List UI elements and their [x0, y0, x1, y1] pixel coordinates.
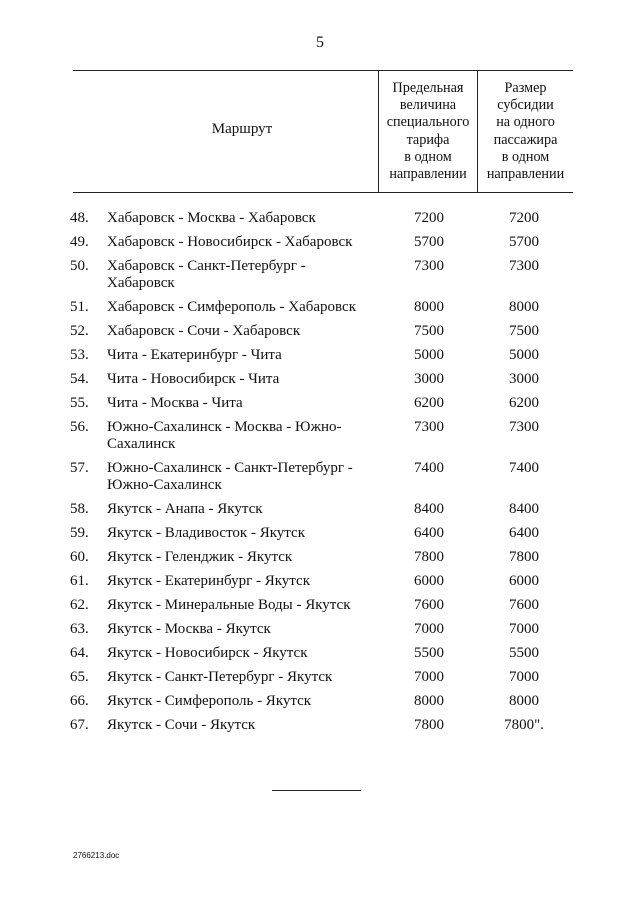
subsidy-value: 5000	[509, 347, 539, 363]
subsidy-value: 7300	[509, 419, 539, 435]
route-name	[107, 371, 377, 388]
subsidy-value: 8400	[509, 501, 539, 517]
route-name	[107, 210, 377, 227]
subsidy-value: 3000	[509, 371, 539, 387]
route-line: Якутск - Анапа - Якутск	[107, 501, 263, 517]
tariff-value: 7000	[414, 669, 444, 685]
tariff-value: 8400	[414, 501, 444, 517]
row-number: 48.	[70, 210, 89, 226]
header-subsidy	[478, 80, 573, 183]
tariff-value: 8000	[414, 299, 444, 315]
row-number: 61.	[70, 573, 89, 589]
route-line: Южно-Сахалинск - Москва - Южно-	[107, 419, 342, 435]
tariff-value: 7400	[414, 460, 444, 476]
route-line: Якутск - Москва - Якутск	[107, 621, 271, 637]
route-name	[107, 549, 377, 566]
route-line: Якутск - Симферополь - Якутск	[107, 693, 312, 709]
subsidy-value: 7200	[509, 210, 539, 226]
row-number: 53.	[70, 347, 89, 363]
row-number: 50.	[70, 258, 89, 274]
header-tariff-line: величина	[399, 97, 457, 114]
tariff-value: 7000	[414, 621, 444, 637]
doc-id: 2766213.doc	[73, 851, 120, 860]
route-name	[107, 323, 377, 340]
route-name	[107, 573, 377, 590]
tariff-value: 6200	[414, 395, 444, 411]
route-name	[107, 693, 377, 710]
header-tariff	[379, 80, 477, 183]
page-number: 5	[316, 34, 324, 51]
tariff-value: 7300	[414, 258, 444, 274]
route-name	[107, 669, 377, 686]
subsidy-value: 5500	[509, 645, 539, 661]
tariff-value: 7200	[414, 210, 444, 226]
route-name	[107, 717, 377, 734]
route-line: Хабаровск - Симферополь - Хабаровск	[107, 299, 356, 315]
subsidy-value: 6200	[509, 395, 539, 411]
header-subsidy-line: на одного	[496, 114, 555, 131]
route-name	[107, 258, 377, 292]
route-name	[107, 525, 377, 542]
tariff-value: 7800	[414, 549, 444, 565]
subsidy-value: 6400	[509, 525, 539, 541]
row-number: 49.	[70, 234, 89, 250]
route-line: Якутск - Сочи - Якутск	[107, 717, 256, 733]
row-number: 59.	[70, 525, 89, 541]
row-number: 67.	[70, 717, 89, 733]
route-name	[107, 460, 377, 494]
header-tariff-line: Предельная	[392, 80, 464, 96]
subsidy-value: 7800".	[504, 717, 544, 733]
subsidy-value: 7600	[509, 597, 539, 613]
header-tariff-line: в одном	[404, 148, 452, 165]
subsidy-value: 7000	[509, 621, 539, 637]
route-line: Якутск - Минеральные Воды - Якутск	[107, 597, 351, 613]
route-line: Чита - Екатеринбург - Чита	[107, 347, 282, 363]
table-top-rule	[73, 70, 573, 71]
route-line: Чита - Москва - Чита	[107, 395, 243, 411]
subsidy-value: 6000	[509, 573, 539, 589]
route-line: Хабаровск - Москва - Хабаровск	[107, 210, 316, 226]
row-number: 62.	[70, 597, 89, 613]
row-number: 52.	[70, 323, 89, 339]
row-number: 66.	[70, 693, 89, 709]
route-line: Якутск - Санкт-Петербург - Якутск	[107, 669, 333, 685]
route-name	[107, 621, 377, 638]
tariff-value: 6000	[414, 573, 444, 589]
tariff-value: 7300	[414, 419, 444, 435]
row-number: 51.	[70, 299, 89, 315]
route-line: Якутск - Владивосток - Якутск	[107, 525, 305, 541]
route-name	[107, 395, 377, 412]
row-number: 54.	[70, 371, 89, 387]
header-subsidy-line: Размер	[504, 80, 547, 96]
route-line: Южно-Сахалинск - Санкт-Петербург -	[107, 460, 353, 476]
row-number: 60.	[70, 549, 89, 565]
route-name	[107, 645, 377, 662]
row-number: 63.	[70, 621, 89, 637]
subsidy-value: 8000	[509, 299, 539, 315]
header-route: Маршрут	[211, 121, 273, 137]
subsidy-value: 7400	[509, 460, 539, 476]
tariff-value: 6400	[414, 525, 444, 541]
tariff-value: 7600	[414, 597, 444, 613]
route-line: Хабаровск - Новосибирск - Хабаровск	[107, 234, 353, 250]
route-line: Якутск - Екатеринбург - Якутск	[107, 573, 310, 589]
header-subsidy-line: пассажира	[493, 131, 558, 148]
route-name	[107, 299, 377, 316]
subsidy-value: 5700	[509, 234, 539, 250]
row-number: 57.	[70, 460, 89, 476]
subsidy-value: 7300	[509, 258, 539, 274]
row-number: 56.	[70, 419, 89, 435]
tariff-value: 7800	[414, 717, 444, 733]
tariff-value: 5500	[414, 645, 444, 661]
route-name	[107, 234, 377, 251]
row-number: 64.	[70, 645, 89, 661]
row-number: 55.	[70, 395, 89, 411]
row-number: 65.	[70, 669, 89, 685]
tariff-value: 3000	[414, 371, 444, 387]
header-subsidy-line: направлении	[486, 166, 565, 183]
subsidy-value: 8000	[509, 693, 539, 709]
header-subsidy-line: субсидии	[497, 97, 554, 114]
subsidy-value: 7500	[509, 323, 539, 339]
header-subsidy-line: в одном	[501, 148, 550, 165]
route-name	[107, 597, 377, 614]
route-line: Южно-Сахалинск	[107, 477, 222, 493]
route-line: Хабаровск	[107, 275, 175, 291]
route-line: Хабаровск - Санкт-Петербург -	[107, 258, 306, 274]
tariff-value: 7500	[414, 323, 444, 339]
route-name	[107, 419, 377, 453]
tariff-value: 5000	[414, 347, 444, 363]
header-tariff-line: специального	[386, 114, 470, 131]
tariff-value: 8000	[414, 693, 444, 709]
subsidy-value: 7800	[509, 549, 539, 565]
route-name	[107, 501, 377, 518]
subsidy-value: 7000	[509, 669, 539, 685]
header-tariff-line: направлении	[389, 166, 467, 183]
route-line: Якутск - Новосибирск - Якутск	[107, 645, 308, 661]
tariff-value: 5700	[414, 234, 444, 250]
route-line: Чита - Новосибирск - Чита	[107, 371, 280, 387]
row-number: 58.	[70, 501, 89, 517]
table-header-bottom-rule	[73, 192, 573, 193]
route-line: Якутск - Геленджик - Якутск	[107, 549, 293, 565]
header-tariff-line: тарифа	[406, 131, 450, 148]
route-name	[107, 347, 377, 364]
route-line: Сахалинск	[107, 436, 176, 452]
footer-rule	[272, 790, 361, 791]
route-line: Хабаровск - Сочи - Хабаровск	[107, 323, 301, 339]
